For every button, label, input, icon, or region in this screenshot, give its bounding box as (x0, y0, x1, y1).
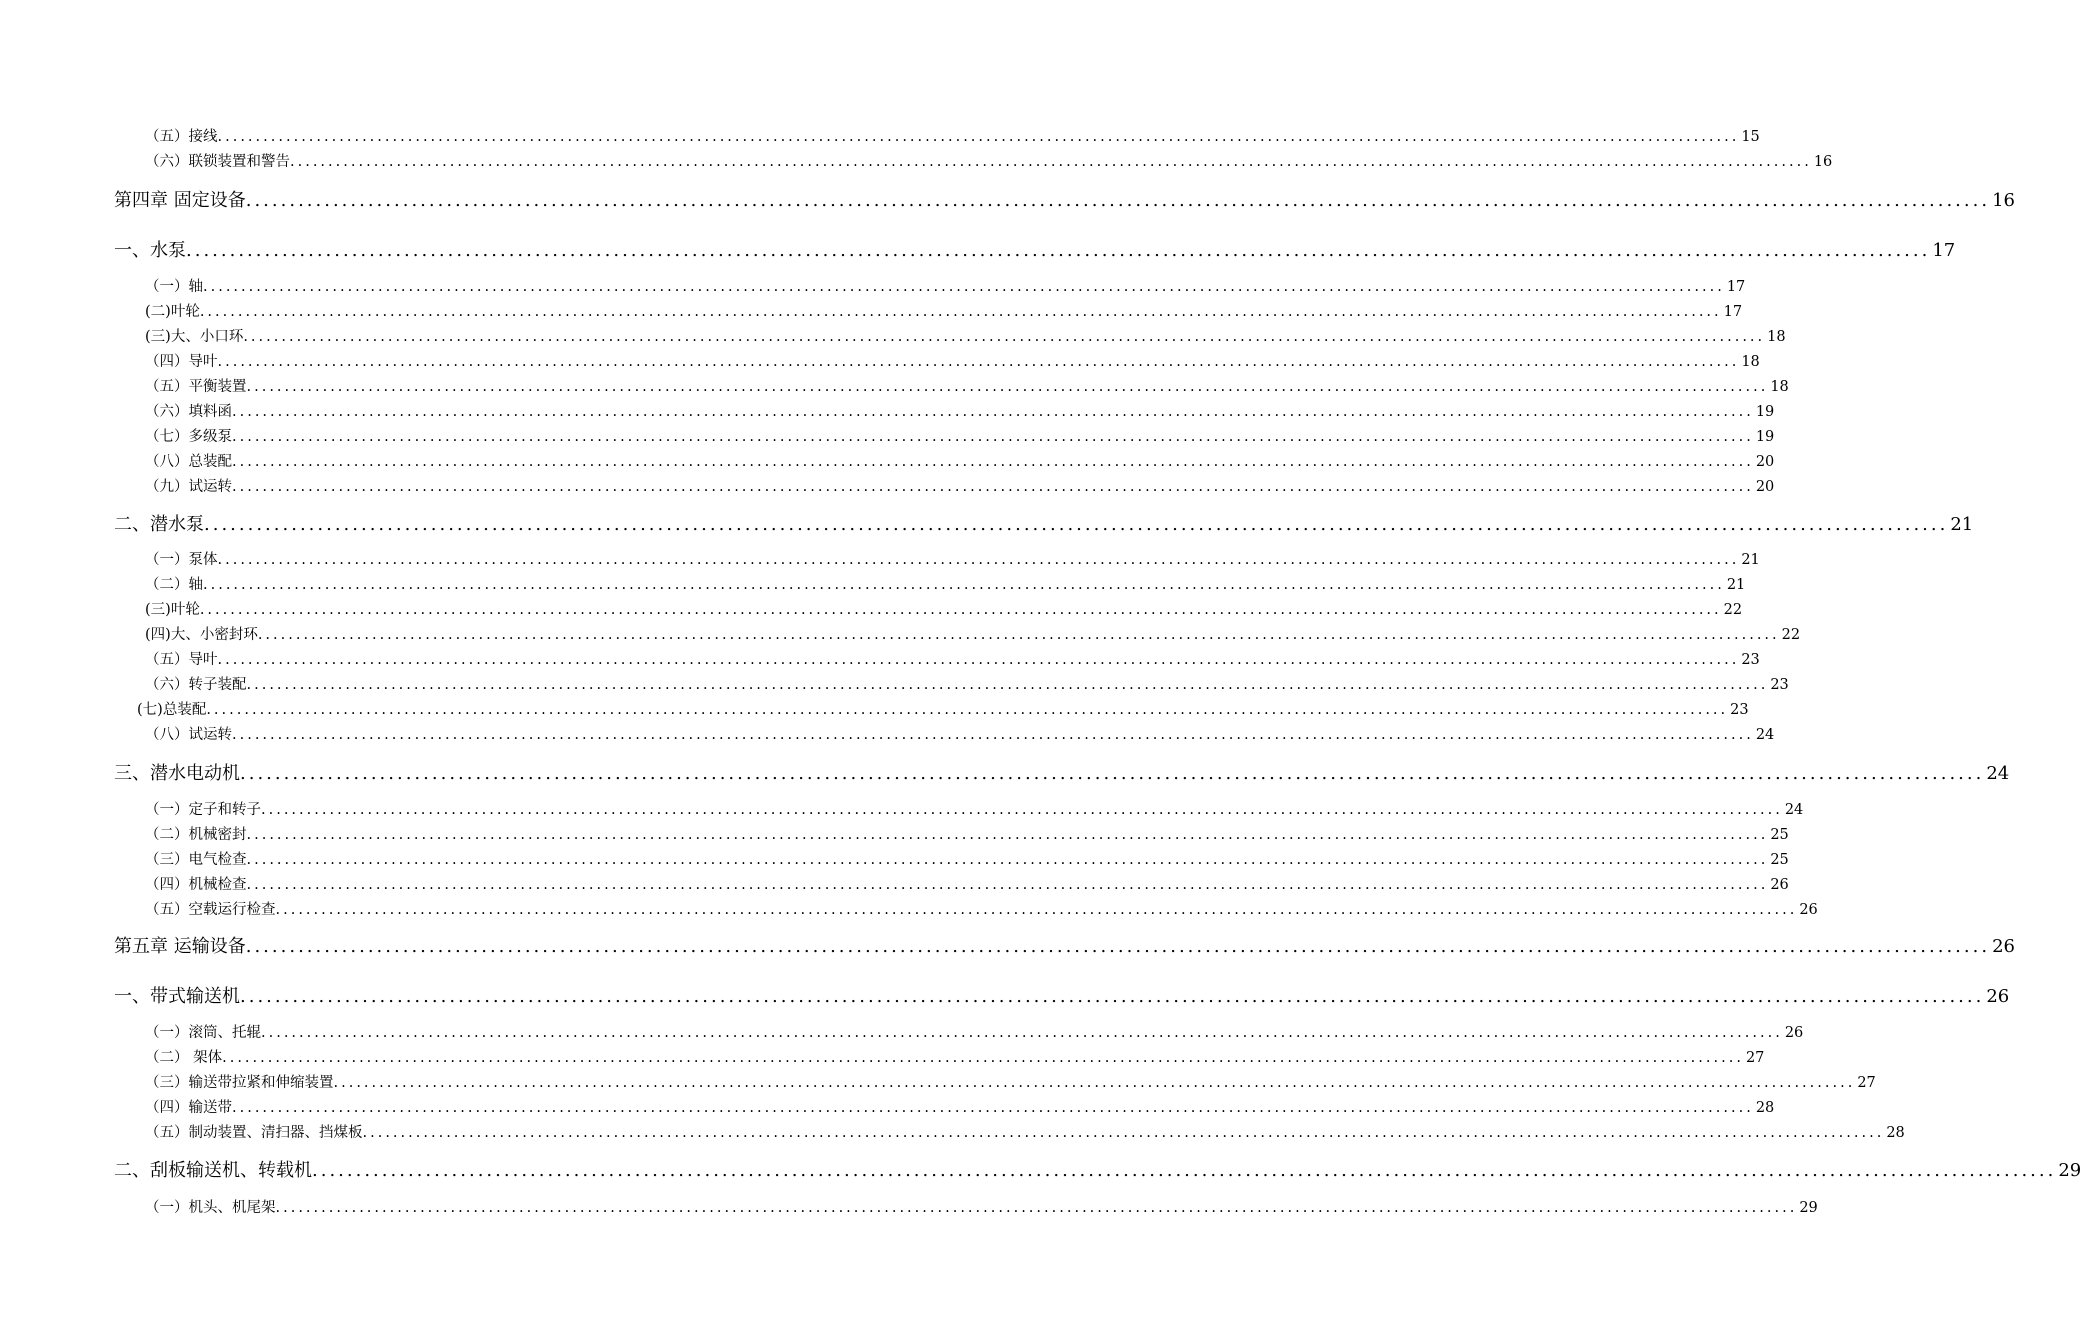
toc-entry[interactable] (145, 1023, 1804, 1043)
toc-entry[interactable] (145, 377, 1789, 397)
toc-entry-title: （四）输送带 (145, 1100, 232, 1116)
toc-leader-dots: ........................................................................................................................................................................................................ (243, 329, 1766, 345)
toc-leader-dots: ........................................................................................................................................................................................................ (275, 1200, 1798, 1216)
toc-entry-title: （五）平衡装置 (145, 379, 247, 395)
toc-entry-title: （九）试运转 (145, 479, 232, 495)
toc-entry-title: (四)大、小密封环 (145, 627, 258, 643)
toc-entry[interactable] (114, 761, 2010, 787)
toc-entry-page-number: 18 (1741, 354, 1760, 370)
toc-entry-page-number: 21 (1726, 577, 1746, 593)
toc-entry-title: （六）转子装配 (145, 677, 247, 693)
toc-leader-dots: ........................................................................................................................................................................................................ (261, 802, 1783, 818)
toc-leader-dots: ........................................................................................................................................................................................................ (232, 429, 1754, 445)
toc-entry-page-number: 20 (1755, 454, 1775, 470)
toc-entry[interactable] (145, 1123, 1905, 1143)
toc-entry-page-number: 19 (1755, 404, 1775, 420)
toc-entry-page-number: 23 (1741, 652, 1760, 668)
toc-entry[interactable] (145, 477, 1775, 497)
toc-entry-title: （五）导叶 (145, 652, 218, 668)
toc-entry-page-number: 17 (1932, 240, 1956, 261)
toc-entry-page-number: 17 (1723, 304, 1743, 320)
toc-entry[interactable] (114, 1158, 2081, 1184)
toc-leader-dots: ........................................................................................................................................................................................................ (232, 479, 1754, 495)
toc-leader-dots: ........................................................................................................................................................................................................ (246, 677, 1769, 693)
toc-entry[interactable] (145, 800, 1804, 820)
toc-leader-dots: ........................................................................................................................................................................................................ (199, 602, 1722, 618)
toc-entry-page-number: 22 (1781, 627, 1801, 643)
toc-leader-dots: ........................................................................................................................................................................................................ (217, 129, 1740, 145)
toc-leader-dots: ........................................................................................................................................................................................................ (245, 936, 1991, 957)
toc-entry-page-number: 28 (1755, 1100, 1775, 1116)
toc-leader-dots: ........................................................................................................................................................................................................ (204, 514, 1949, 535)
toc-entry[interactable] (145, 452, 1775, 472)
toc-leader-dots: ........................................................................................................................................................................................................ (362, 1125, 1885, 1141)
toc-entry[interactable] (145, 625, 1801, 645)
toc-entry-title: （一）机头、机尾架 (145, 1200, 276, 1216)
toc-leader-dots: ........................................................................................................................................................................................................ (232, 727, 1754, 743)
toc-entry-title: （六）填料函 (145, 404, 232, 420)
toc-entry-title: （四）机械检查 (145, 877, 247, 893)
toc-entry-page-number: 23 (1770, 677, 1789, 693)
toc-leader-dots: ........................................................................................................................................................................................................ (217, 552, 1740, 568)
toc-entry-title: 二、刮板输送机、转载机 (114, 1160, 312, 1181)
toc-entry-page-number: 16 (1813, 154, 1833, 170)
toc-entry[interactable] (145, 427, 1775, 447)
toc-entry-title: （八）总装配 (145, 454, 232, 470)
toc-entry-title: （五）空载运行检查 (145, 902, 276, 918)
toc-entry-page-number: 19 (1755, 429, 1775, 445)
toc-entry-title: 第四章 固定设备 (114, 190, 246, 211)
toc-entry-title: 一、水泵 (114, 240, 186, 261)
toc-entry[interactable] (145, 575, 1746, 595)
toc-entry[interactable] (137, 700, 1749, 720)
toc-entry-page-number: 22 (1723, 602, 1743, 618)
toc-entry[interactable] (145, 850, 1789, 870)
toc-entry[interactable] (114, 188, 2015, 214)
toc-entry-title: (七)总装配 (137, 702, 207, 718)
toc-leader-dots: ........................................................................................................................................................................................................ (275, 902, 1798, 918)
toc-entry[interactable] (145, 152, 1833, 172)
toc-entry-page-number: 23 (1730, 702, 1749, 718)
toc-leader-dots: ........................................................................................................................................................................................................ (232, 404, 1754, 420)
toc-leader-dots: ........................................................................................................................................................................................................ (290, 154, 1812, 170)
toc-entry[interactable] (145, 1098, 1775, 1118)
toc-entry-title: （一）泵体 (145, 552, 218, 568)
toc-entry-title: （三）电气检查 (145, 852, 247, 868)
toc-entry-page-number: 20 (1755, 479, 1775, 495)
toc-entry-page-number: 26 (1784, 1025, 1804, 1041)
toc-leader-dots: ........................................................................................................................................................................................................ (245, 190, 1991, 211)
toc-entry-title: （二）机械密封 (145, 827, 247, 843)
toc-entry-page-number: 21 (1741, 552, 1760, 568)
toc-entry-page-number: 16 (1992, 190, 2015, 211)
toc-entry-page-number: 18 (1767, 329, 1786, 345)
toc-entry-title: （八）试运转 (145, 727, 232, 743)
toc-leader-dots: ........................................................................................................................................................................................................ (232, 1100, 1754, 1116)
toc-leader-dots: ........................................................................................................................................................................................................ (312, 1160, 2057, 1181)
toc-leader-dots: ........................................................................................................................................................................................................ (257, 627, 1780, 643)
toc-entry-page-number: 26 (1799, 902, 1818, 918)
toc-entry-title: （三）输送带拉紧和伸缩装置 (145, 1075, 334, 1091)
toc-entry-title: 三、潜水电动机 (114, 763, 240, 784)
toc-entry[interactable] (145, 1048, 1765, 1068)
toc-entry-title: 一、带式输送机 (114, 986, 240, 1007)
toc-entry[interactable] (145, 550, 1760, 570)
toc-entry-title: （六）联锁装置和警告 (145, 154, 290, 170)
toc-leader-dots: ........................................................................................................................................................................................................ (232, 454, 1754, 470)
toc-entry[interactable] (114, 934, 2015, 960)
toc-leader-dots: ........................................................................................................................................................................................................ (240, 763, 1985, 784)
toc-entry[interactable] (145, 675, 1789, 695)
toc-entry[interactable] (145, 600, 1743, 620)
toc-entry-page-number: 17 (1726, 279, 1746, 295)
toc-leader-dots: ........................................................................................................................................................................................................ (206, 702, 1729, 718)
toc-entry[interactable] (145, 327, 1786, 347)
toc-leader-dots: ........................................................................................................................................................................................................ (203, 279, 1725, 295)
toc-entry-title: （二）轴 (145, 577, 203, 593)
toc-entry-title: （一）定子和转子 (145, 802, 261, 818)
toc-entry-page-number: 25 (1770, 827, 1789, 843)
toc-entry-page-number: 28 (1886, 1125, 1905, 1141)
toc-entry[interactable] (145, 127, 1760, 147)
toc-entry-page-number: 26 (1770, 877, 1789, 893)
toc-entry-page-number: 29 (1799, 1200, 1818, 1216)
toc-leader-dots: ........................................................................................................................................................................................................ (333, 1075, 1856, 1091)
toc-leader-dots: ........................................................................................................................................................................................................ (203, 577, 1725, 593)
toc-entry[interactable] (114, 512, 1974, 538)
toc-entry[interactable] (145, 277, 1746, 297)
toc-entry[interactable] (145, 402, 1775, 422)
toc-entry-page-number: 15 (1741, 129, 1760, 145)
toc-entry-title: （二） 架体 (145, 1050, 223, 1066)
toc-leader-dots: ........................................................................................................................................................................................................ (217, 354, 1740, 370)
toc-entry-page-number: 24 (1986, 763, 2010, 784)
toc-entry-title: 第五章 运输设备 (114, 936, 246, 957)
toc-entry-title: (三)大、小口环 (145, 329, 244, 345)
toc-entry-title: （四）导叶 (145, 354, 218, 370)
toc-leader-dots: ........................................................................................................................................................................................................ (217, 652, 1740, 668)
toc-entry-page-number: 24 (1784, 802, 1804, 818)
toc-leader-dots: ........................................................................................................................................................................................................ (246, 852, 1769, 868)
toc-entry-page-number: 27 (1745, 1050, 1765, 1066)
toc-entry[interactable] (145, 302, 1743, 322)
toc-leader-dots: ........................................................................................................................................................................................................ (222, 1050, 1744, 1066)
toc-leader-dots: ........................................................................................................................................................................................................ (246, 379, 1769, 395)
toc-entry-page-number: 25 (1770, 852, 1789, 868)
toc-entry-title: （七）多级泵 (145, 429, 232, 445)
toc-leader-dots: ........................................................................................................................................................................................................ (246, 877, 1769, 893)
toc-leader-dots: ........................................................................................................................................................................................................ (240, 986, 1985, 1007)
toc-entry-page-number: 26 (1986, 986, 2010, 1007)
toc-entry[interactable] (145, 900, 1818, 920)
toc-entry[interactable] (145, 352, 1760, 372)
toc-entry-title: (三)叶轮 (145, 602, 200, 618)
toc-entry-title: （五）接线 (145, 129, 218, 145)
toc-entry-page-number: 24 (1755, 727, 1775, 743)
toc-entry[interactable] (145, 650, 1760, 670)
toc-leader-dots: ........................................................................................................................................................................................................ (199, 304, 1722, 320)
toc-entry-title: (二)叶轮 (145, 304, 200, 320)
toc-entry[interactable] (145, 1073, 1876, 1093)
toc-entry-page-number: 26 (1992, 936, 2015, 957)
toc-entry[interactable] (114, 238, 1956, 264)
toc-entry[interactable] (145, 725, 1775, 745)
toc-entry-page-number: 27 (1857, 1075, 1876, 1091)
toc-entry[interactable] (145, 1198, 1818, 1218)
toc-entry[interactable] (145, 875, 1789, 895)
toc-leader-dots: ........................................................................................................................................................................................................ (246, 827, 1769, 843)
toc-entry-title: （五）制动装置、清扫器、挡煤板 (145, 1125, 363, 1141)
toc-leader-dots: ........................................................................................................................................................................................................ (186, 240, 1931, 261)
toc-entry-title: 二、潜水泵 (114, 514, 204, 535)
toc-entry-page-number: 18 (1770, 379, 1789, 395)
toc-entry-page-number: 29 (2058, 1160, 2081, 1181)
toc-entry-page-number: 21 (1950, 514, 1974, 535)
toc-entry-title: （一）滚筒、托辊 (145, 1025, 261, 1041)
toc-leader-dots: ........................................................................................................................................................................................................ (261, 1025, 1783, 1041)
toc-entry[interactable] (114, 984, 2010, 1010)
toc-entry-title: （一）轴 (145, 279, 203, 295)
toc-entry[interactable] (145, 825, 1789, 845)
